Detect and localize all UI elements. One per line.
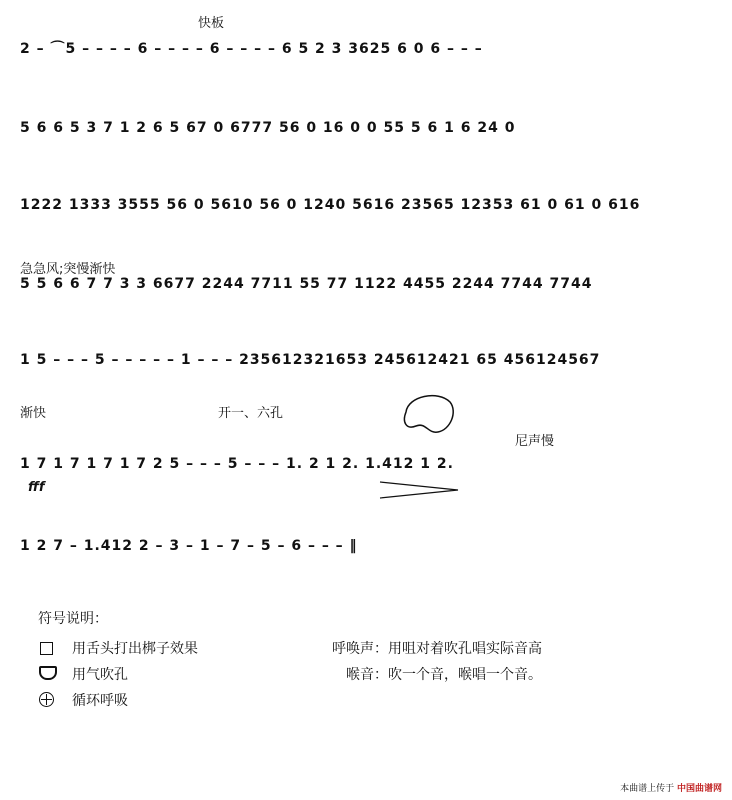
footer-brand: 中国曲谱网 [676, 784, 722, 794]
legend [0, 600, 732, 720]
square-icon [40, 642, 53, 655]
legend-item-text: 循环呼吸 [72, 693, 128, 709]
score-line-2 [0, 108, 732, 152]
legend-item-text: 用气吹孔 [72, 667, 128, 683]
notation-line: 1 5 – – – 5 – – – – – 1 – – – 235612321653 245612421 65 456124567 [20, 352, 601, 368]
score-line-5 [0, 340, 732, 384]
legend-item-text: 用舌头打出梆子效果 [72, 641, 198, 657]
tempo-marking: 快板 [198, 16, 225, 31]
section-marking: 开一、六孔 [218, 406, 284, 421]
notation-line: 1 2 7 – 1.412 2 – 3 – 1 – 7 – 5 – 6 – – – ‖ [20, 538, 358, 554]
circle-plus-icon [39, 692, 54, 707]
footer-prefix: 本曲谱上传于 [620, 784, 675, 794]
notation-line: 1 7 1 7 1 7 1 7 2 5 – – – 5 – – – 1. 2 1 2. 1.412 1 2. [20, 456, 454, 472]
notation-line: 2 – ⌒5 – – – – 6 – – – – 6 – – – – 6 5 2 3 3625 6 0 6 – – – [20, 41, 483, 57]
score-line-3 [0, 185, 732, 229]
legend-title: 符号说明： [38, 611, 108, 627]
score-line-4 [0, 252, 732, 296]
section-marking: 渐快 [20, 406, 47, 421]
mouth-icon [39, 666, 57, 680]
footer-watermark [620, 781, 722, 794]
legend-right-text: 呼唤声：用咀对着吹孔唱实际音高 [332, 641, 542, 657]
breath-shape-icon [398, 392, 460, 440]
section-marking: 尼声慢 [515, 434, 555, 449]
notation-line: 5 5 6 6 7 7 3 3 6677 2244 7711 55 77 1122 4455 2244 7744 7744 [20, 276, 593, 292]
dynamic-marking: fff [28, 480, 45, 495]
score-line-7 [0, 528, 732, 572]
score-line-6 [0, 402, 732, 495]
notation-line: 1222 1333 3555 56 0 5610 56 0 1240 5616 23565 12353 61 0 61 0 616 [20, 197, 641, 213]
notation-line: 5 6 6 5 3 7 1 2 6 5 67 0 6777 56 0 16 0 0 55 5 6 1 6 24 0 [20, 120, 516, 136]
score-line-1 [0, 18, 732, 62]
decrescendo-icon [378, 480, 462, 500]
section-marking: 急急风;突慢渐快 [20, 262, 116, 277]
legend-right-text: 喉音：吹一个音，喉唱一个音。 [346, 667, 542, 683]
